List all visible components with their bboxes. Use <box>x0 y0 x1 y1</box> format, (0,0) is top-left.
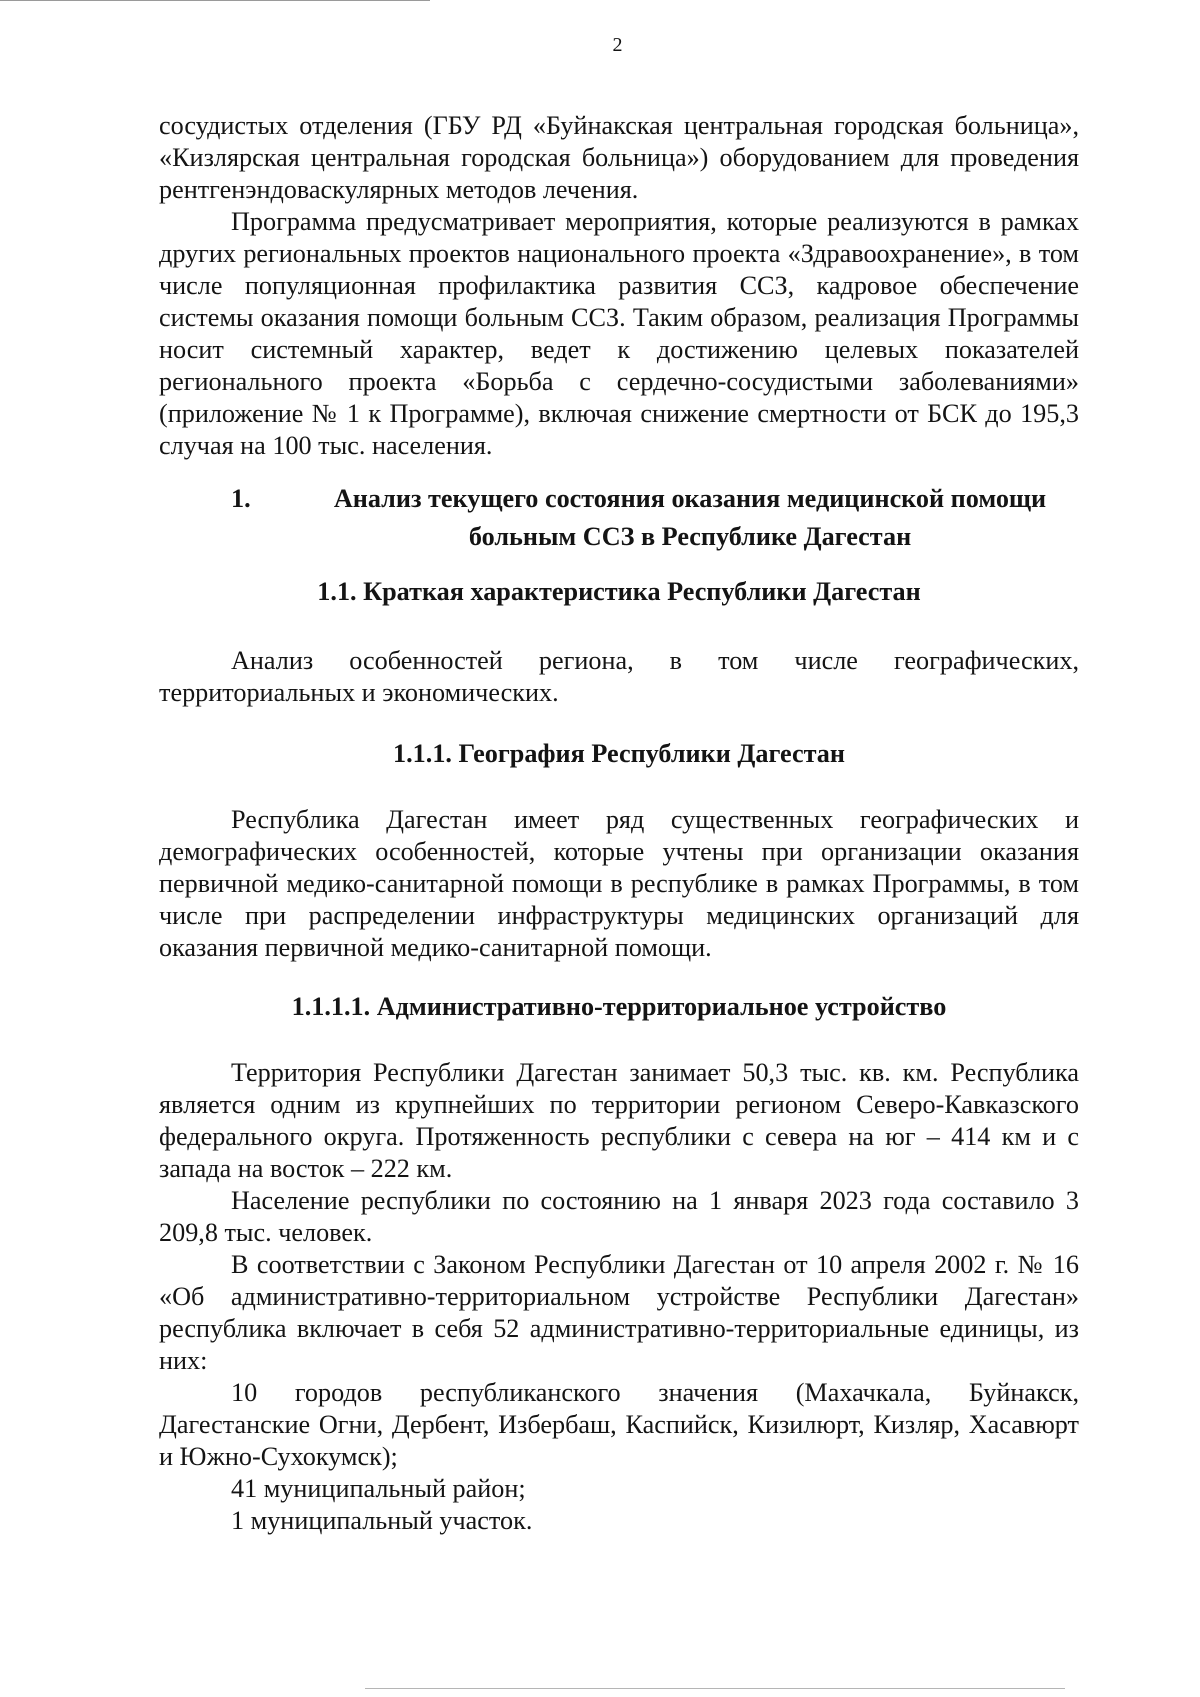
list-item-districts: 41 муниципальный район; <box>231 1474 526 1503</box>
paragraph-region-analysis: Анализ особенностей региона, в том числе географических, территориальных и экономических. <box>159 646 1079 707</box>
scan-edge-line-top <box>0 0 430 1</box>
paragraph-population: Население республики по состоянию на 1 января 2023 года составило 3 209,8 тыс. человек. <box>159 1186 1079 1247</box>
document-body <box>159 110 1079 1537</box>
list-item-cities: 10 городов республиканского значения (Махачкала, Буйнакск, Дагестанские Огни, Дербент, Избербаш, Каспийск, Кизилюрт, Кизляр, Хасавюрт и Южно-Сухокумск); <box>159 1378 1079 1471</box>
page-number: 2 <box>612 34 623 56</box>
paragraph-law: В соответствии с Законом Республики Дагестан от 10 апреля 2002 г. № 16 «Об административно-территориальном устройстве Республики Дагестан» республика включает в себя 52 административно-территориальные единицы, из них: <box>159 1250 1079 1375</box>
list-item-area: 1 муниципальный участок. <box>231 1506 533 1535</box>
section-heading-1-1-1-1: 1.1.1.1. Административно-территориальное устройство <box>291 992 947 1021</box>
scan-edge-line-bottom <box>365 1688 1065 1689</box>
paragraph-geography: Республика Дагестан имеет ряд существенных географических и демографических особенностей, которые учтены при организации оказания первичной медико-санитарной помощи в республике в рамках Программы, в том числе при распределении инфраструктуры медицинских организаций для оказания первичной медико-санитарной помощи. <box>159 805 1079 962</box>
section-title: Анализ текущего состояния оказания медицинской помощи больным ССЗ в Республике Дагестан <box>333 484 1047 551</box>
section-heading-1 <box>159 480 1079 556</box>
section-number: 1. <box>231 484 251 513</box>
paragraph-continuation: сосудистых отделения (ГБУ РД «Буйнакская центральная городская больница», «Кизлярская центральная городская больница») оборудованием для проведения рентгенэндоваскулярных методов лечения. <box>159 111 1079 204</box>
paragraph-territory: Территория Республики Дагестан занимает 50,3 тыс. кв. км. Республика является одним из крупнейших по территории регионом Северо-Кавказского федерального округа. Протяженность республики с севера на юг – 414 км и с запада на восток – 222 км. <box>159 1058 1079 1183</box>
section-heading-1-1: 1.1. Краткая характеристика Республики Дагестан <box>317 577 921 606</box>
paragraph-program-measures: Программа предусматривает мероприятия, которые реализуются в рамках других региональных проектов национального проекта «Здравоохранение», в том числе популяционная профилактика развития ССЗ, кадровое обеспечение системы оказания помощи больным ССЗ. Таким образом, реализация Программы носит системный характер, ведет к достижению целевых показателей регионального проекта «Борьба с сердечно-сосудистыми заболеваниями» (приложение № 1 к Программе), включая снижение смертности от БСК до 195,3 случая на 100 тыс. населения. <box>159 207 1079 460</box>
section-heading-1-1-1: 1.1.1. География Республики Дагестан <box>393 739 845 768</box>
